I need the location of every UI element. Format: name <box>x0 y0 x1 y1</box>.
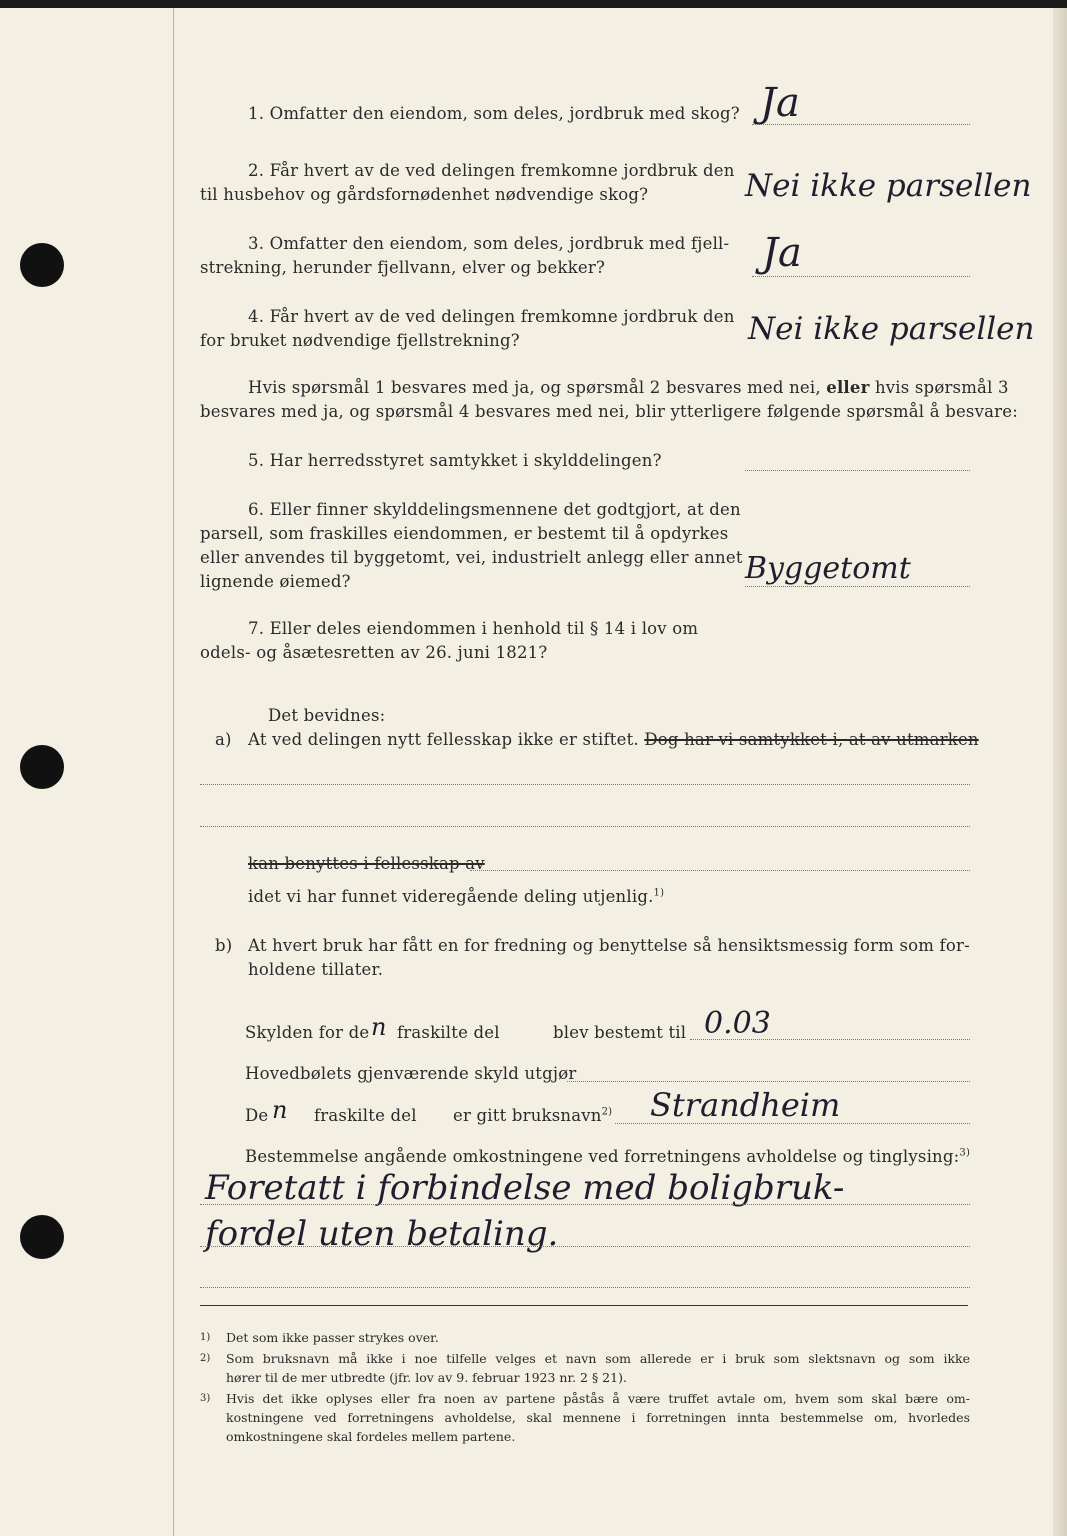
footnote-ref: 2) <box>601 1106 613 1118</box>
punch-hole <box>20 745 64 789</box>
question-2-line1: 2. Får hvert av de ved delingen fremkomne jordbruk den <box>248 161 735 180</box>
attest-heading: Det bevidnes: <box>268 706 386 725</box>
skyld-label-b: fraskilte del <box>397 1023 500 1042</box>
intro-line2: besvares med ja, og spørsmål 4 besvares med nei, blir ytterligere følgende spørsmål å besvare: <box>200 402 1018 421</box>
footnote-ref: 3) <box>959 1147 971 1159</box>
blank-line <box>200 784 970 785</box>
skyld-handwritten-n: n <box>371 1013 387 1041</box>
attest-a-text <box>248 730 979 749</box>
punch-hole <box>20 1215 64 1259</box>
answer-line <box>745 586 970 587</box>
footnote-3 <box>200 1389 970 1446</box>
question-3-line2: strekning, herunder fjellvann, elver og bekker? <box>200 258 605 277</box>
answer-4: Nei ikke parsellen <box>748 311 1035 347</box>
attest-a-main: At ved delingen nytt fellesskap ikke er stiftet. <box>248 730 639 749</box>
answer-line <box>567 1081 970 1082</box>
footnote-separator <box>200 1305 968 1306</box>
question-6-line4: lignende øiemed? <box>200 572 351 591</box>
footnote-2-mark: 2) <box>200 1353 211 1364</box>
den-label-a: De <box>245 1106 269 1125</box>
margin-line <box>173 8 174 1536</box>
intro-line1-a: Hvis spørsmål 1 besvares med ja, og spørsmål 2 besvares med nei, <box>248 378 821 397</box>
skyld-label-c: blev bestemt til <box>553 1023 687 1042</box>
answer-2: Nei ikke parsellen <box>745 168 1032 204</box>
question-4-line1: 4. Får hvert av de ved delingen fremkomne jordbruk den <box>248 307 735 326</box>
footnote-2 <box>200 1349 970 1387</box>
bestemmelse-label <box>245 1147 970 1166</box>
attest-b-line2: holdene tillater. <box>248 960 384 979</box>
question-5: 5. Har herredsstyret samtykket i skylddelingen? <box>248 451 662 470</box>
footnote-1 <box>200 1328 439 1347</box>
blank-line <box>200 826 970 827</box>
blank-line <box>200 1246 970 1247</box>
punch-hole <box>20 243 64 287</box>
answer-1: Ja <box>760 80 800 126</box>
document-page <box>0 8 1067 1536</box>
scan-border <box>0 0 1067 8</box>
answer-6: Byggetomt <box>745 551 911 586</box>
question-3-line1: 3. Omfatter den eiendom, som deles, jordbruk med fjell- <box>248 234 730 253</box>
intro-line1 <box>248 378 1009 397</box>
footnote-1-mark: 1) <box>200 1332 211 1343</box>
question-2-line2: til husbehov og gårdsfornødenhet nødvendige skog? <box>200 185 649 204</box>
den-label-c-text: er gitt bruksnavn <box>453 1106 602 1125</box>
question-6-line3: eller anvendes til byggetomt, vei, industrielt anlegg eller annet <box>200 548 743 567</box>
den-label-b: fraskilte del <box>314 1106 417 1125</box>
den-label-c <box>453 1106 612 1125</box>
bruksnavn: Strandheim <box>650 1086 841 1124</box>
bestemmelse-handwritten-1: Foretatt i forbindelse med boligbruk- <box>205 1168 845 1208</box>
answer-line <box>615 1123 970 1124</box>
blank-line <box>200 1287 970 1288</box>
answer-line <box>690 1039 970 1040</box>
attest-b-label: b) <box>215 936 233 955</box>
question-6-line2: parsell, som fraskilles eiendommen, er bestemt til å opdyrkes <box>200 524 729 543</box>
blank-line <box>200 1204 970 1205</box>
footnote-3-line2: kostningene ved forretningens avholdelse, skal mennene i forretningen innta bestemmelse om, hvorledes <box>226 1410 970 1425</box>
bestemmelse-text: Bestemmelse angående omkostningene ved forretningens avholdelse og tinglysing: <box>245 1147 960 1166</box>
question-4-line2: for bruket nødvendige fjellstrekning? <box>200 331 520 350</box>
intro-emphasis: eller <box>826 378 870 397</box>
attest-b-line1: At hvert bruk har fått en for fredning og benyttelse så hensiktsmessig form som for- <box>248 936 970 955</box>
footnote-1-text: Det som ikke passer strykes over. <box>226 1330 439 1345</box>
footnote-ref: 1) <box>653 887 665 899</box>
attest-a-line3-text: idet vi har funnet videregående deling utjenlig. <box>248 887 654 906</box>
footnote-3-mark: 3) <box>200 1393 211 1404</box>
attest-a-struck: Dog har vi samtykket i, at av utmarken <box>644 730 979 749</box>
answer-3: Ja <box>762 230 802 276</box>
hovedbol-label: Hovedbølets gjenværende skyld utgjør <box>245 1064 577 1083</box>
attest-a-label: a) <box>215 730 232 749</box>
footnote-3-line3: omkostningene skal fordeles mellem partene. <box>226 1429 516 1444</box>
answer-line <box>752 276 970 277</box>
footnote-2-line1: Som bruksnavn må ikke i noe tilfelle velges et navn som allerede er i bruk som slektsnavn og som ikke <box>226 1351 970 1366</box>
attest-a-line3 <box>248 887 664 906</box>
intro-line1-b: hvis spørsmål 3 <box>874 378 1009 397</box>
answer-line <box>752 124 970 125</box>
question-7-line2: odels- og åsætesretten av 26. juni 1821? <box>200 643 548 662</box>
blank-line <box>470 870 970 871</box>
question-1: 1. Omfatter den eiendom, som deles, jordbruk med skog? <box>248 104 740 123</box>
bestemmelse-handwritten-2: fordel uten betaling. <box>205 1214 559 1254</box>
footnote-2-line2: hører til de mer utbredte (jfr. lov av 9. februar 1923 nr. 2 § 21). <box>226 1370 627 1385</box>
question-6-line1: 6. Eller finner skylddelingsmennene det godtgjort, at den <box>248 500 741 519</box>
attest-a-struck-2: kan benyttes i fellesskap av <box>248 854 485 873</box>
answer-line <box>745 470 970 471</box>
den-handwritten-n: n <box>272 1096 288 1124</box>
skyld-value: 0.03 <box>704 1006 771 1041</box>
page-edge <box>1053 8 1067 1536</box>
question-7-line1: 7. Eller deles eiendommen i henhold til § 14 i lov om <box>248 619 699 638</box>
footnote-3-line1: Hvis det ikke oplyses eller fra noen av partene påstås å være truffet avtale om, hvem som skal bære om- <box>226 1391 970 1406</box>
skyld-label-a: Skylden for de <box>245 1023 370 1042</box>
